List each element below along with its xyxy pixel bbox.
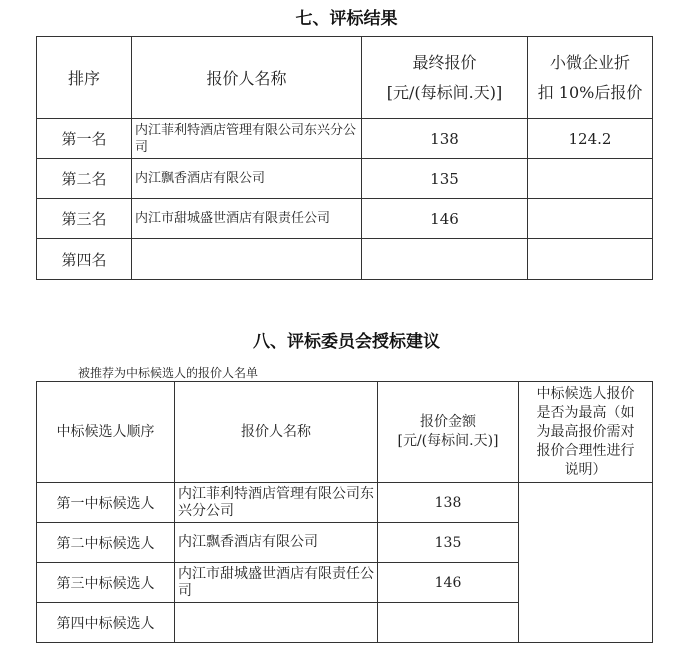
price-cell: 138 (362, 119, 528, 159)
order-cell: 第四中标候选人 (37, 603, 175, 643)
bidder-header: 报价人名称 (132, 37, 362, 119)
amount-cell: 146 (378, 563, 519, 603)
amount-header (378, 382, 519, 483)
rank-cell: 第二名 (37, 159, 132, 199)
bidder-header: 报价人名称 (175, 382, 378, 483)
order-header: 中标候选人顺序 (37, 382, 175, 483)
order-cell: 第二中标候选人 (37, 523, 175, 563)
discount-cell (528, 159, 653, 199)
discount-cell (528, 239, 653, 280)
table-row (37, 119, 653, 159)
table-row (37, 159, 653, 199)
amount-header-line2: [元/(每标间.天)] (397, 433, 499, 449)
rank-cell: 第一名 (37, 119, 132, 159)
highest-price-header (519, 382, 653, 483)
section8-title: 八、评标委员会授标建议 (253, 332, 440, 352)
bidder-cell: 内江市甜城盛世酒店有限责任公司 (175, 563, 378, 603)
bidder-cell: 内江菲利特酒店管理有限公司东兴分公司 (132, 119, 362, 159)
bidder-cell: 内江市甜城盛世酒店有限责任公司 (132, 199, 362, 239)
final-price-header-line1: 最终报价 (412, 52, 477, 72)
discount-cell (528, 199, 653, 239)
bidder-cell (132, 239, 362, 280)
amount-cell: 138 (378, 483, 519, 523)
rank-cell: 第四名 (37, 239, 132, 280)
table-header-row (37, 37, 653, 119)
candidate-list-note: 被推荐为中标候选人的报价人名单 (78, 366, 259, 380)
final-price-header-line2: [元/(每标间.天)] (386, 82, 503, 102)
highest-header-line4: 报价合理性进行 (536, 442, 635, 459)
discount-cell: 124.2 (528, 119, 653, 159)
price-cell: 146 (362, 199, 528, 239)
amount-header-line1: 报价金额 (420, 414, 476, 430)
order-cell: 第三中标候选人 (37, 563, 175, 603)
table-row (37, 483, 653, 523)
bidder-cell: 内江飘香酒店有限公司 (175, 523, 378, 563)
evaluation-result-table (36, 36, 653, 280)
bidder-cell: 内江菲利特酒店管理有限公司东兴分公司 (175, 483, 378, 523)
section7-title: 七、评标结果 (295, 9, 398, 29)
final-price-header (362, 37, 528, 119)
discount-header (528, 37, 653, 119)
order-cell: 第一中标候选人 (37, 483, 175, 523)
highest-header-line2: 是否为最高（如 (536, 404, 635, 421)
table-header-row (37, 382, 653, 483)
rank-header: 排序 (37, 37, 132, 119)
highest-header-line3: 为最高报价需对 (536, 423, 635, 440)
bidder-cell (175, 603, 378, 643)
price-cell (362, 239, 528, 280)
highest-price-cell (519, 483, 653, 643)
table-row (37, 199, 653, 239)
highest-header-line5: 说明） (564, 461, 607, 478)
highest-header-line1: 中标候选人报价 (536, 385, 635, 402)
discount-header-line1: 小微企业折 (549, 52, 630, 72)
price-cell: 135 (362, 159, 528, 199)
amount-cell (378, 603, 519, 643)
bidder-cell: 内江飘香酒店有限公司 (132, 159, 362, 199)
award-recommendation-table (36, 381, 653, 643)
amount-cell: 135 (378, 523, 519, 563)
rank-cell: 第三名 (37, 199, 132, 239)
table-row (37, 239, 653, 280)
discount-header-line2: 扣 10%后报价 (537, 82, 643, 102)
